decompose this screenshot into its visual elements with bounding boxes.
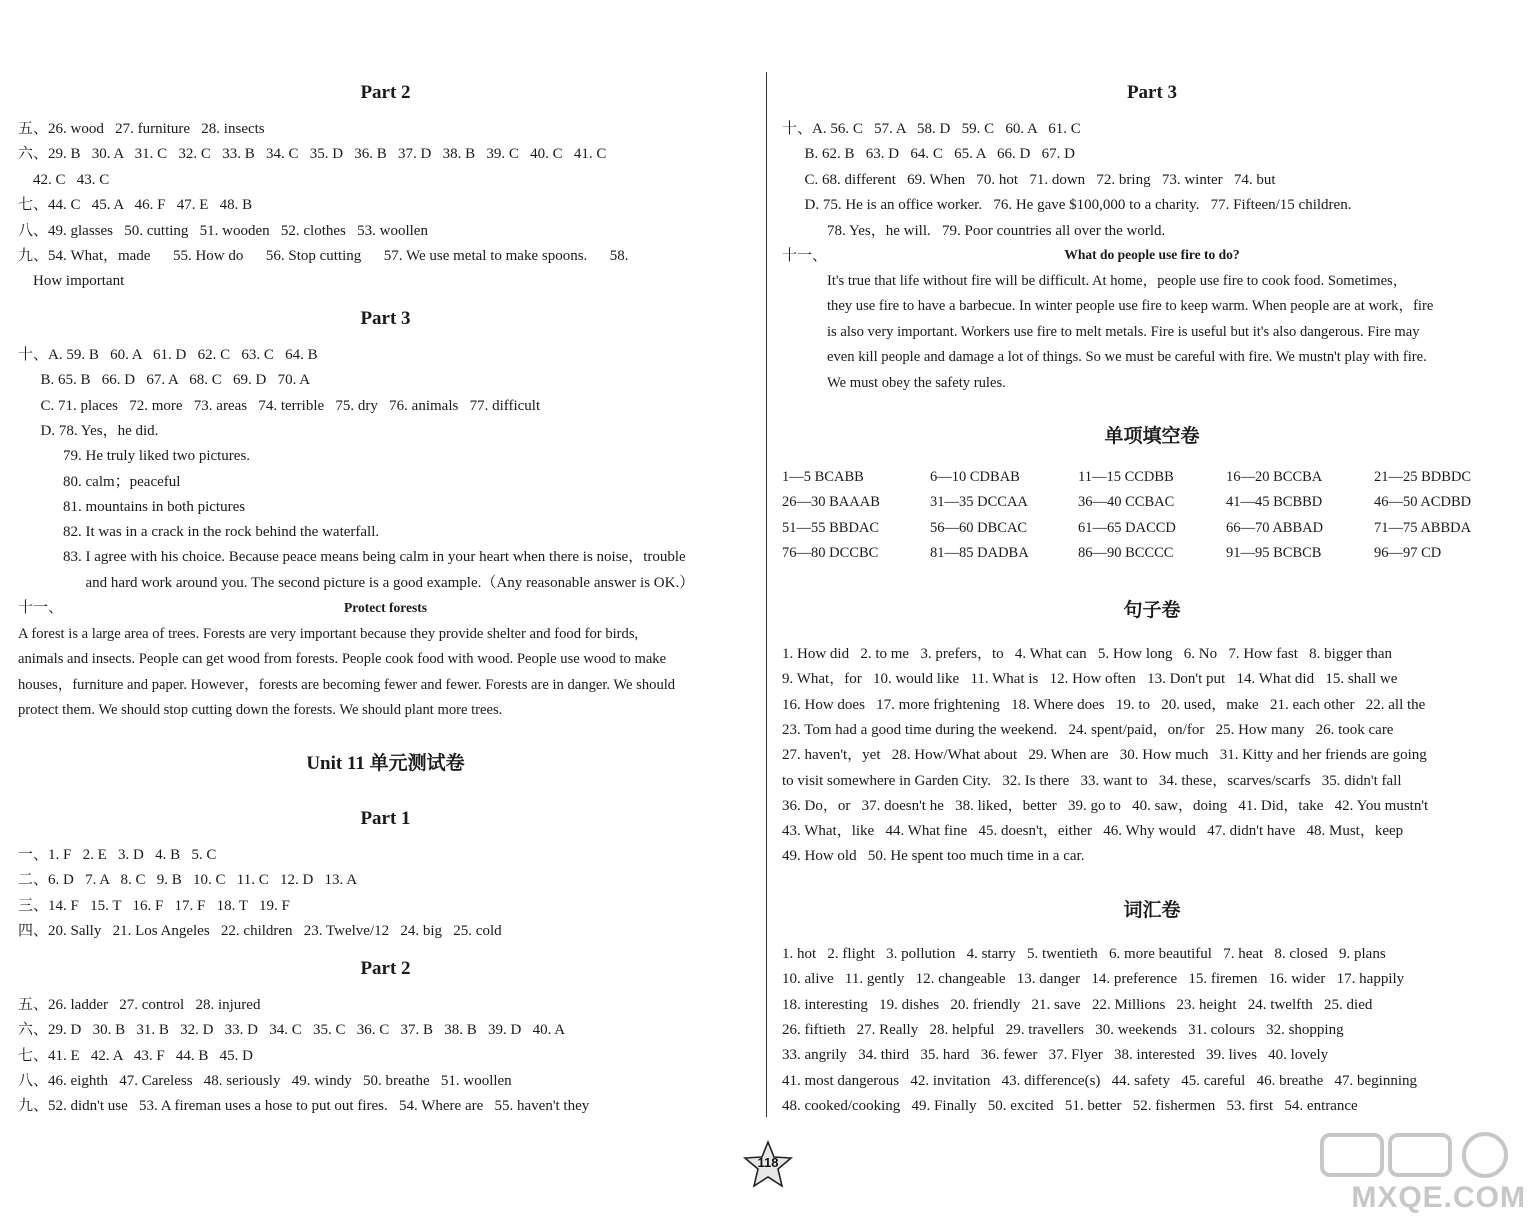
answer-line: 五、26. ladder 27. control 28. injured (18, 997, 261, 1013)
answer-line: 十、A. 59. B 60. A 61. D 62. C 63. C 64. B (18, 347, 318, 363)
single-choice-cell: 46—50 ACDBD (1374, 494, 1472, 511)
answer-line: 81. mountains in both pictures (18, 498, 246, 515)
sentence-line: 36. Do，or 37. doesn't he 38. liked，better 39. go to 40. saw，doing 41. Did，take 42. You mustn't (782, 797, 1429, 814)
sentence-line: 1. How did 2. to me 3. prefers，to 4. What can 5. How long 6. No 7. How fast 8. bigger than (782, 646, 1393, 662)
answer-line: 六、29. D 30. B 31. B 32. D 33. D 34. C 35. C 36. C 37. B 38. B 39. D 40. A (18, 1022, 566, 1039)
essay-line: even kill people and damage a lot of things. So we must be careful with fire. We mustn't play with fire. (827, 349, 1427, 366)
watermark-text: MXQE.COM (1351, 1181, 1526, 1214)
watermark-logo-icon (1320, 1131, 1520, 1181)
single-choice-cell: 11—15 CCDBB (1078, 469, 1174, 485)
sentence-line: 23. Tom had a good time during the weekend. 24. spent/paid，on/for 25. How many 26. took care (782, 721, 1394, 738)
sentence-line: 43. What，like 44. What fine 45. doesn't，either 46. Why would 47. didn't have 48. Must，keep (782, 823, 1404, 840)
sentence-line: 49. How old 50. He spent too much time in a car. (782, 848, 1085, 865)
single-choice-cell: 76—80 DCCBC (782, 544, 879, 561)
single-choice-cell: 51—55 BBDAC (782, 519, 880, 536)
column-divider (766, 72, 767, 1117)
single-choice-cell: 56—60 DBCAC (930, 519, 1028, 536)
vocab-line: 10. alive 11. gently 12. changeable 13. danger 14. preference 15. firemen 16. wider 17. happily (782, 971, 1405, 988)
part3-heading: Part 3 (360, 308, 411, 329)
answer-line: D. 75. He is an office worker. 76. He gave $100,000 to a charity. 77. Fifteen/15 children. (782, 197, 1352, 214)
part3-heading-right: Part 3 (1126, 82, 1178, 103)
single-choice-cell: 66—70 ABBAD (1226, 519, 1324, 536)
answer-line: 80. calm；peaceful (18, 473, 181, 490)
answer-line: B. 62. B 63. D 64. C 65. A 66. D 67. D (782, 146, 1075, 163)
single-choice-row (782, 469, 1522, 494)
essay-line: is also very important. Workers use fire to melt metals. Fire is useful but it's also dangerous. Fire may (827, 323, 1420, 340)
sentence-line: 9. What，for 10. would like 11. What is 12. How often 13. Don't put 14. What did 15. shall we (782, 671, 1398, 688)
answer-line: C. 71. places 72. more 73. areas 74. terrible 75. dry 76. animals 77. difficult (18, 397, 541, 414)
single-choice-cell: 36—40 CCBAC (1078, 494, 1175, 511)
essay-line: protect them. We should stop cutting down the forests. We should plant more trees. (18, 702, 503, 719)
answer-line: 十一、 (18, 600, 64, 616)
essay-line: animals and insects. People can get wood from forests. People cook food with wood. People use wood to make (18, 651, 667, 668)
page-number: 118 (757, 1155, 779, 1170)
single-choice-row (782, 545, 1522, 570)
page-number-badge (742, 1140, 794, 1188)
single-choice-cell: 1—5 BCABB (782, 469, 864, 485)
single-choice-row (782, 494, 1522, 519)
watermark (1310, 1125, 1536, 1221)
vocab-line: 48. cooked/cooking 49. Finally 50. excited 51. better 52. fishermen 53. first 54. entrance (782, 1097, 1358, 1114)
answer-line: 六、29. B 30. A 31. C 32. C 33. B 34. C 35. D 36. B 37. D 38. B 39. C 40. C 41. C (18, 146, 607, 163)
answer-line: 42. C 43. C (18, 171, 110, 188)
part2-heading: Part 2 (360, 82, 411, 103)
essay-line: We must obey the safety rules. (827, 374, 1006, 391)
vocab-line: 18. interesting 19. dishes 20. friendly 21. save 22. Millions 23. height 24. twelfth 25. died (782, 996, 1373, 1013)
single-choice-grid (782, 469, 1522, 570)
essay-line: houses，furniture and paper. However，forests are becoming fewer and fewer. Forests are in danger. We should (18, 676, 676, 693)
single-choice-cell: 26—30 BAAAB (782, 494, 880, 511)
sentence-heading: 句子卷 (1123, 600, 1181, 621)
answer-line: 八、49. glasses 50. cutting 51. wooden 52. clothes 53. woollen (18, 222, 428, 239)
single-choice-cell: 91—95 BCBCB (1226, 544, 1322, 561)
answer-line: and hard work around you. The second picture is a good example.（Any reasonable answer is OK.） (18, 574, 695, 591)
single-choice-heading: 单项填空卷 (1104, 426, 1200, 447)
vocab-line: 33. angrily 34. third 35. hard 36. fewer 37. Flyer 38. interested 39. lives 40. lovely (782, 1047, 1329, 1064)
answer-line: 七、44. C 45. A 46. F 47. E 48. B (18, 197, 253, 214)
essay-line: A forest is a large area of trees. Forests are very important because they provide shelter and food for birds, (18, 626, 639, 642)
answer-line: 十一、 (782, 248, 828, 264)
sentence-line: to visit somewhere in Garden City. 32. Is there 33. want to 34. these，scarves/scarfs 35. didn't fall (782, 772, 1402, 789)
single-choice-cell: 81—85 DADBA (930, 544, 1029, 561)
answer-line: D. 78. Yes，he did. (18, 422, 159, 439)
answer-line: 83. I agree with his choice. Because peace means being calm in your heart when there is noise，trouble (18, 549, 686, 566)
single-choice-cell: 61—65 DACCD (1078, 519, 1176, 536)
answer-line: 四、20. Sally 21. Los Angeles 22. children 23. Twelve/12 24. big 25. cold (18, 922, 502, 939)
answer-line: 78. Yes，he will. 79. Poor countries all over the world. (782, 222, 1166, 239)
single-choice-cell: 6—10 CDBAB (930, 469, 1020, 485)
sentence-line: 27. haven't，yet 28. How/What about 29. When are 30. How much 31. Kitty and her friends are going (782, 747, 1427, 764)
answer-line: 82. It was in a crack in the rock behind the waterfall. (18, 524, 380, 541)
vocab-line: 26. fiftieth 27. Really 28. helpful 29. travellers 30. weekends 31. colours 32. shopping (782, 1021, 1344, 1038)
single-choice-row (782, 520, 1522, 545)
single-choice-cell: 21—25 BDBDC (1374, 469, 1472, 485)
part1-heading: Part 1 (360, 808, 411, 829)
unit-heading: Unit 11 单元测试卷 (306, 753, 465, 774)
essay-line: they use fire to have a barbecue. In winter people use fire to keep warm. When people are at work，fire (827, 298, 1434, 315)
answer-line: 十、A. 56. C 57. A 58. D 59. C 60. A 61. C (782, 121, 1081, 137)
single-choice-cell: 96—97 CD (1374, 544, 1442, 561)
single-choice-cell: 86—90 BCCCC (1078, 544, 1174, 561)
single-choice-cell: 41—45 BCBBD (1226, 494, 1323, 511)
essay-title-right: What do people use fire to do? (1064, 247, 1240, 262)
answer-line: 五、26. wood 27. furniture 28. insects (18, 121, 265, 137)
answer-line: 二、6. D 7. A 8. C 9. B 10. C 11. C 12. D 13. A (18, 872, 358, 889)
essay-title: Protect forests (343, 600, 428, 615)
answer-line: 79. He truly liked two pictures. (18, 448, 251, 465)
single-choice-cell: 71—75 ABBDA (1374, 519, 1472, 536)
answer-line: 三、14. F 15. T 16. F 17. F 18. T 19. F (18, 897, 290, 914)
single-choice-cell: 16—20 BCCBA (1226, 469, 1323, 485)
answer-line: B. 65. B 66. D 67. A 68. C 69. D 70. A (18, 372, 311, 389)
essay-line: It's true that life without fire will be difficult. At home，people use fire to cook food. Sometimes， (827, 273, 1408, 289)
answer-line: 一、1. F 2. E 3. D 4. B 5. C (18, 847, 217, 863)
vocab-heading: 词汇卷 (1123, 900, 1181, 921)
sentence-line: 16. How does 17. more frightening 18. Where does 19. to 20. used，make 21. each other 22. all the (782, 696, 1426, 713)
essay-paragraph (18, 622, 753, 724)
part2b-heading: Part 2 (360, 958, 411, 979)
single-choice-cell: 31—35 DCCAA (930, 494, 1028, 511)
answer-line: 九、52. didn't use 53. A fireman uses a hose to put out fires. 54. Where are 55. haven't they (18, 1098, 590, 1115)
answer-line: 九、54. What，made 55. How do 56. Stop cutting 57. We use metal to make spoons. 58. (18, 248, 629, 264)
answer-line: How important (18, 273, 125, 290)
answer-line: 七、41. E 42. A 43. F 44. B 45. D (18, 1047, 254, 1064)
vocab-line: 1. hot 2. flight 3. pollution 4. starry 5. twentieth 6. more beautiful 7. heat 8. closed 9. plans (782, 946, 1386, 962)
answer-line: C. 68. different 69. When 70. hot 71. down 72. bring 73. winter 74. but (782, 171, 1276, 188)
answer-line: 八、46. eighth 47. Careless 48. seriously 49. windy 50. breathe 51. woollen (18, 1072, 512, 1089)
essay-paragraph-right (827, 269, 1522, 396)
vocab-line: 41. most dangerous 42. invitation 43. difference(s) 44. safety 45. careful 46. breathe 47. beginning (782, 1072, 1417, 1089)
